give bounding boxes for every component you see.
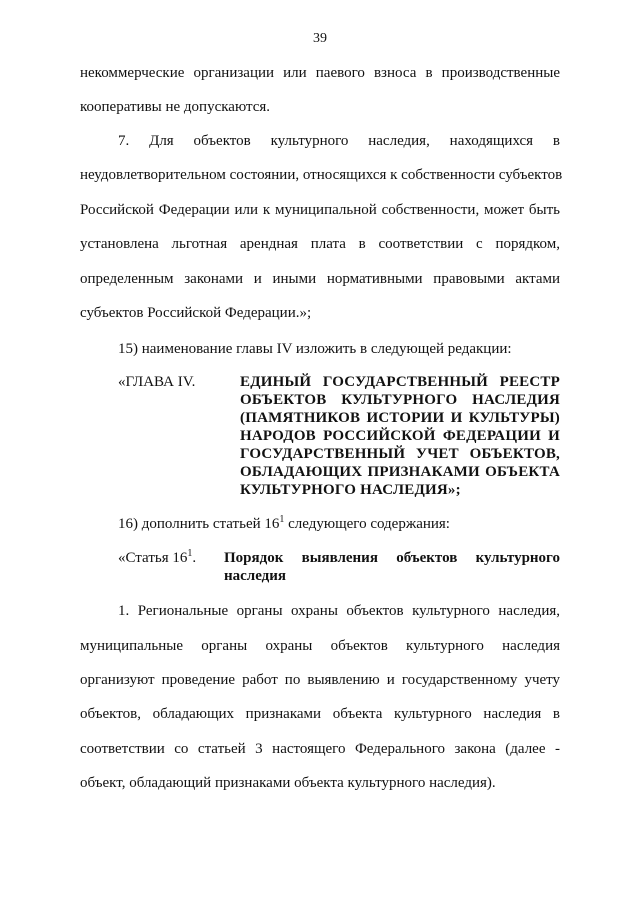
text-line: муниципальные органы охраны объектов культурного наследия — [80, 638, 560, 654]
text-line: объект, обладающий признаками объекта культурного наследия). — [80, 775, 496, 791]
article-label — [118, 550, 196, 567]
text-line: определенным законами и иными нормативными правовыми актами — [80, 271, 560, 287]
text-line: объектов, обладающих признаками объекта культурного наследия в — [80, 706, 560, 722]
article-title-line: наследия — [224, 568, 287, 584]
text-line: 7. Для объектов культурного наследия, находящихся в — [118, 133, 560, 149]
item-16-prefix: 16) дополнить статьей 16 — [118, 516, 280, 532]
item-16-suffix: следующего содержания: — [284, 516, 450, 532]
chapter-label: «ГЛАВА IV. — [118, 374, 196, 390]
text-line: соответствии со статьей 3 настоящего Федерального закона (далее - — [80, 741, 560, 757]
text-line: субъектов Российской Федерации.»; — [80, 305, 312, 321]
text-line: некоммерческие организации или паевого взноса в производственные — [80, 65, 560, 81]
text-line: 15) наименование главы IV изложить в следующей редакции: — [118, 341, 512, 357]
article-label-prefix: «Статья 16 — [118, 550, 188, 566]
chapter-title-line: ОБЛАДАЮЩИХ ПРИЗНАКАМИ ОБЪЕКТА — [240, 464, 560, 480]
chapter-title-line: ГОСУДАРСТВЕННЫЙ УЧЕТ ОБЪЕКТОВ, — [240, 446, 560, 462]
text-line: неудовлетворительном состоянии, относящихся к собственности субъектов — [80, 167, 563, 183]
page-number: 39 — [313, 31, 327, 46]
chapter-title-line: ОБЪЕКТОВ КУЛЬТУРНОГО НАСЛЕДИЯ — [240, 392, 560, 408]
article-label-suffix: . — [192, 550, 197, 566]
item-16-line — [118, 516, 450, 533]
text-line: установлена льготная арендная плата в соответствии с порядком, — [80, 236, 560, 252]
text-line: Российской Федерации или к муниципальной собственности, может быть — [80, 202, 560, 218]
text-line: организуют проведение работ по выявлению и государственному учету — [80, 672, 560, 688]
item-16-sup: 1 — [279, 514, 285, 525]
chapter-title-line: (ПАМЯТНИКОВ ИСТОРИИ И КУЛЬТУРЫ) — [240, 410, 560, 426]
chapter-title-line: ЕДИНЫЙ ГОСУДАРСТВЕННЫЙ РЕЕСТР — [240, 374, 560, 390]
article-label-sup: 1 — [187, 548, 193, 559]
article-title-line: Порядок выявления объектов культурного — [224, 550, 560, 566]
chapter-title-line: НАРОДОВ РОССИЙСКОЙ ФЕДЕРАЦИИ И — [240, 428, 560, 444]
chapter-title-line: КУЛЬТУРНОГО НАСЛЕДИЯ»; — [240, 482, 461, 498]
text-line: 1. Региональные органы охраны объектов культурного наследия, — [118, 603, 560, 619]
text-line: кооперативы не допускаются. — [80, 99, 270, 115]
